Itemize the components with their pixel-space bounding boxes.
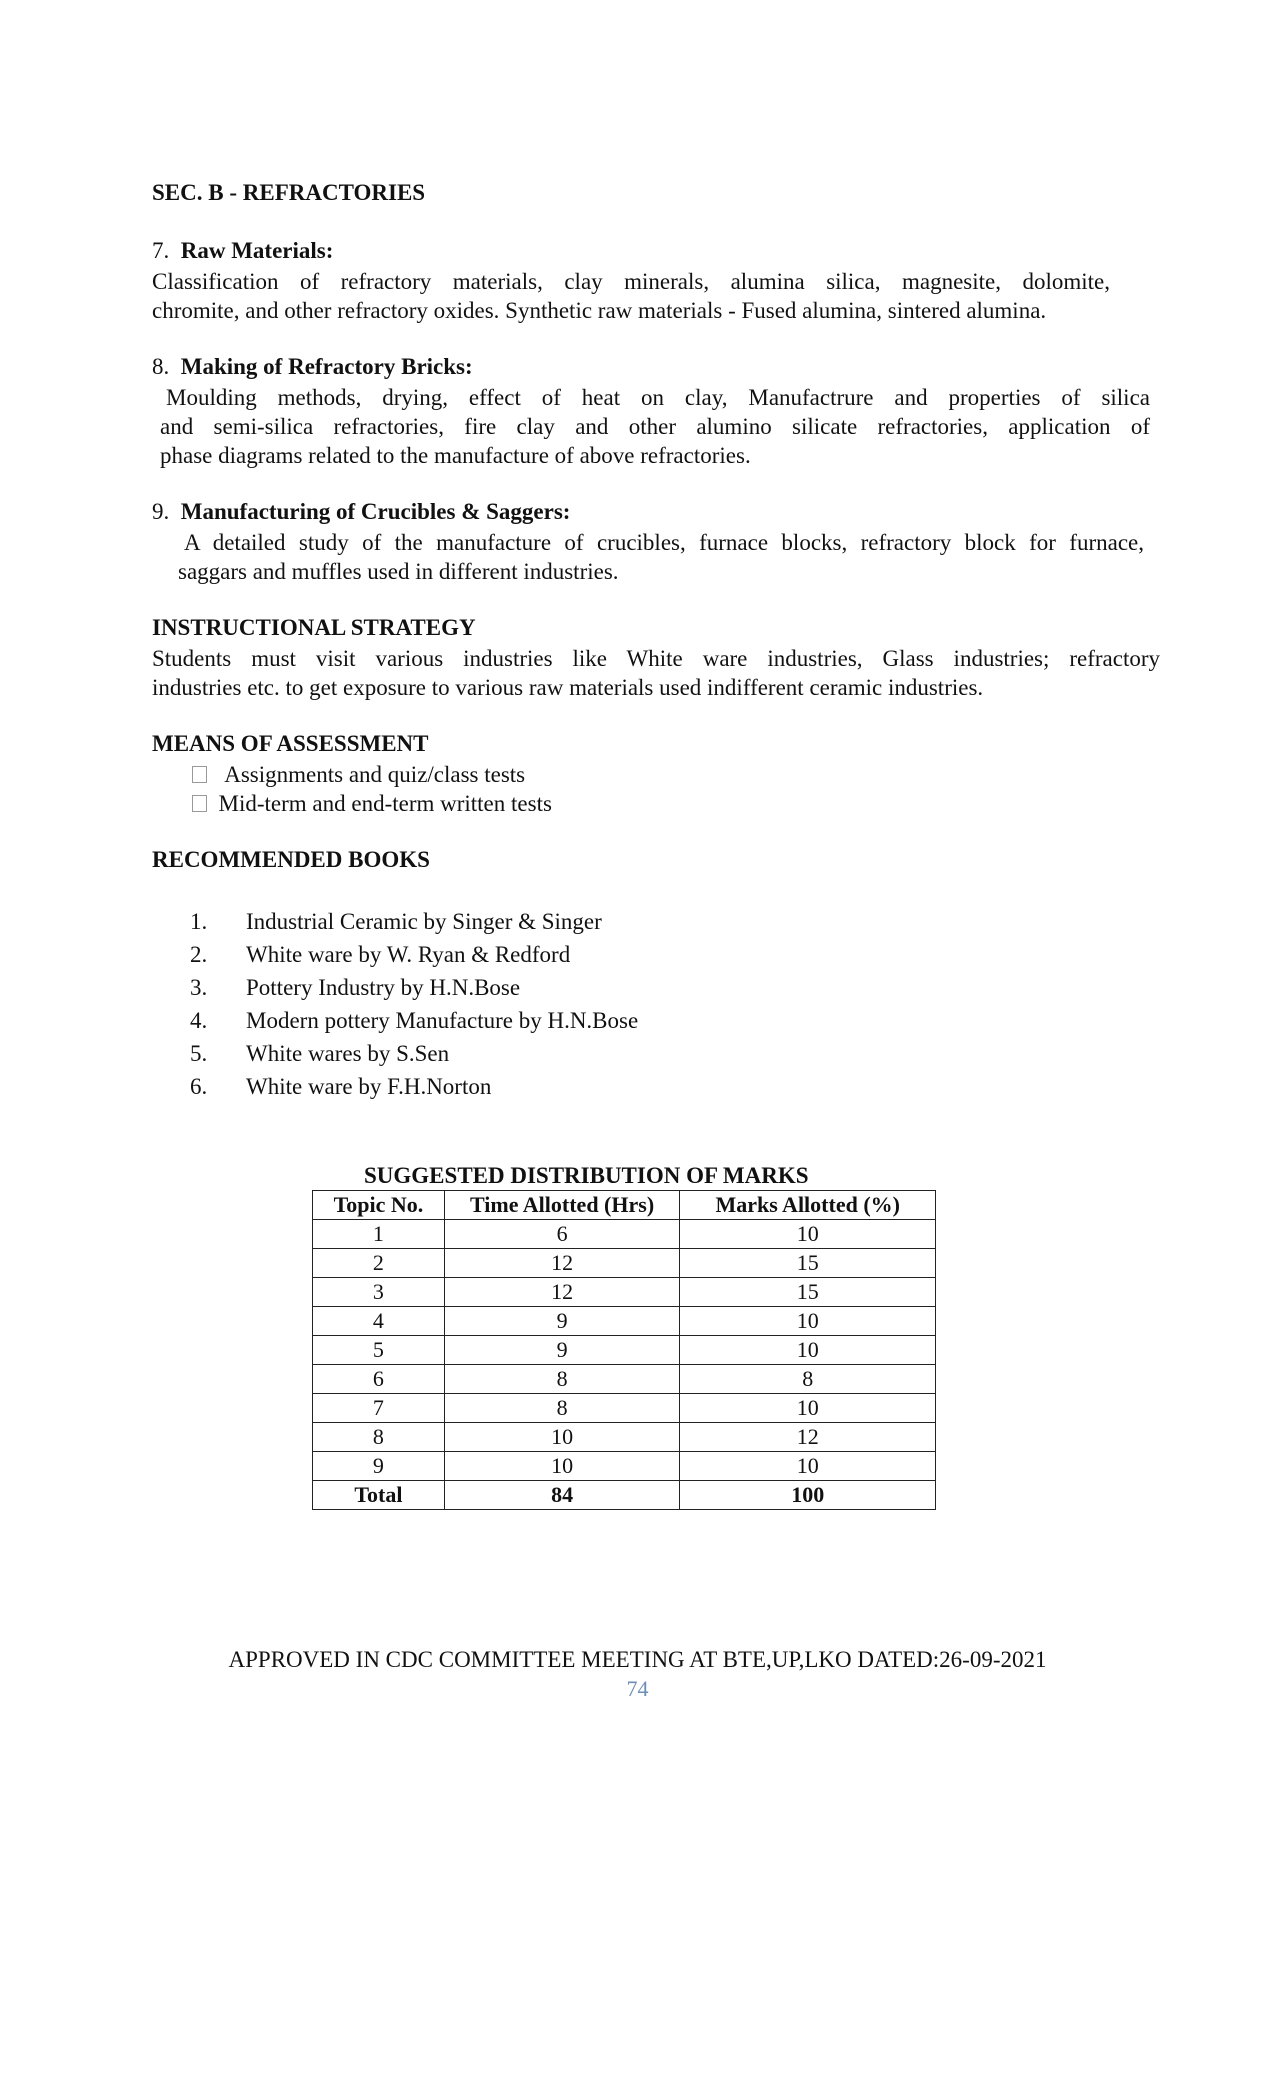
table-cell: 7 [313, 1394, 445, 1423]
book-number: 2. [190, 942, 208, 967]
topic-7-body-2 [152, 296, 1152, 325]
table-cell: 10 [680, 1452, 936, 1481]
table-cell: 8 [680, 1365, 936, 1394]
instructional-strategy-heading: INSTRUCTIONAL STRATEGY [152, 615, 476, 640]
topic-7-line: chromite, and other refractory oxides. Synthetic raw materials - Fused alumina, sintered alumina. [152, 298, 1047, 323]
table-cell: 12 [444, 1278, 680, 1307]
column-header: Time Allotted (Hrs) [444, 1191, 680, 1220]
topic-9-heading [152, 499, 570, 525]
books-list [162, 905, 638, 1103]
table-cell: 15 [680, 1278, 936, 1307]
instructional-strategy-body-2 [152, 673, 1160, 702]
table-cell: 15 [680, 1249, 936, 1278]
topic-7-body [152, 267, 1110, 296]
topic-8-line: Moulding methods, drying, effect of heat on clay, Manufactrure and properties of silica [166, 385, 1150, 410]
table-cell: 3 [313, 1278, 445, 1307]
table-cell: 10 [444, 1423, 680, 1452]
page-number: 74 [626, 1676, 649, 1701]
table-total-row [313, 1481, 936, 1510]
table-cell: 10 [680, 1220, 936, 1249]
topic-9-line: saggars and muffles used in different industries. [178, 559, 619, 584]
table-cell: 9 [313, 1452, 445, 1481]
topic-9-body [184, 528, 1144, 557]
strategy-line: Students must visit various industries like White ware industries, Glass industries; refractory [152, 646, 1160, 671]
table-row [313, 1278, 936, 1307]
list-item [162, 905, 638, 938]
assessment-item-text: Mid-term and end-term written tests [218, 791, 552, 816]
table-cell: Total [313, 1481, 445, 1510]
table-row [313, 1336, 936, 1365]
table-cell: 9 [444, 1307, 680, 1336]
book-number: 3. [190, 975, 208, 1000]
list-item [162, 938, 638, 971]
topic-title: Manufacturing of Crucibles & Saggers: [180, 499, 571, 524]
table-cell: 100 [680, 1481, 936, 1510]
book-title: White wares by S.Sen [246, 1041, 450, 1066]
section-heading: SEC. B - REFRACTORIES [152, 180, 426, 205]
table-row [313, 1394, 936, 1423]
table-cell: 2 [313, 1249, 445, 1278]
topic-title: Raw Materials: [180, 238, 334, 263]
table-cell: 4 [313, 1307, 445, 1336]
table-cell: 6 [313, 1365, 445, 1394]
table-cell: 84 [444, 1481, 680, 1510]
table-cell: 8 [444, 1394, 680, 1423]
marks-table-title: SUGGESTED DISTRIBUTION OF MARKS [364, 1163, 809, 1188]
list-item [162, 1004, 638, 1037]
topic-7-line: Classification of refractory materials, clay minerals, alumina silica, magnesite, dolomite, [152, 269, 1110, 294]
strategy-line: industries etc. to get exposure to various raw materials used indifferent ceramic industries. [152, 675, 984, 700]
book-number: 6. [190, 1074, 208, 1099]
topic-8-line: and semi-silica refractories, fire clay and other alumino silicate refractories, application of [160, 414, 1150, 439]
list-item [162, 971, 638, 1004]
books-heading: RECOMMENDED BOOKS [152, 847, 430, 872]
checkbox-bullet-icon [192, 795, 207, 812]
book-title: Industrial Ceramic by Singer & Singer [246, 909, 602, 934]
assessment-item [192, 789, 552, 818]
table-cell: 1 [313, 1220, 445, 1249]
table-cell: 5 [313, 1336, 445, 1365]
table-cell: 6 [444, 1220, 680, 1249]
table-row [313, 1452, 936, 1481]
column-header: Marks Allotted (%) [680, 1191, 936, 1220]
topic-9-body-2 [178, 557, 1138, 586]
book-number: 1. [190, 909, 208, 934]
table-row [313, 1220, 936, 1249]
table-cell: 10 [680, 1307, 936, 1336]
table-cell: 12 [680, 1423, 936, 1452]
topic-number: 8. [152, 354, 170, 379]
table-cell: 12 [444, 1249, 680, 1278]
table-row [313, 1423, 936, 1452]
table-cell: 9 [444, 1336, 680, 1365]
assessment-item [192, 760, 525, 789]
topic-8-body [166, 383, 1150, 412]
topic-8-line: phase diagrams related to the manufacture of above refractories. [160, 443, 751, 468]
topic-number: 9. [152, 499, 170, 524]
table-cell: 8 [444, 1365, 680, 1394]
book-title: White ware by W. Ryan & Redford [246, 942, 571, 967]
assessment-heading: MEANS OF ASSESSMENT [152, 731, 429, 756]
book-title: Modern pottery Manufacture by H.N.Bose [246, 1008, 639, 1033]
table-row [313, 1249, 936, 1278]
approval-footer: APPROVED IN CDC COMMITTEE MEETING AT BTE,UP,LKO DATED:26-09-2021 [228, 1647, 1047, 1672]
table-header-row [313, 1191, 936, 1220]
assessment-item-text: Assignments and quiz/class tests [224, 762, 526, 787]
instructional-strategy-body [152, 644, 1160, 673]
table-cell: 10 [444, 1452, 680, 1481]
table-cell: 10 [680, 1336, 936, 1365]
book-title: Pottery Industry by H.N.Bose [246, 975, 521, 1000]
topic-7-heading [152, 238, 333, 264]
book-number: 4. [190, 1008, 208, 1033]
topic-8-body-2 [160, 412, 1150, 441]
table-row [313, 1365, 936, 1394]
topic-title: Making of Refractory Bricks: [180, 354, 473, 379]
marks-table [312, 1190, 936, 1510]
topic-9-line: A detailed study of the manufacture of crucibles, furnace blocks, refractory block for furnace, [184, 530, 1144, 555]
list-item [162, 1037, 638, 1070]
topic-8-heading [152, 354, 473, 380]
book-number: 5. [190, 1041, 208, 1066]
list-item [162, 1070, 638, 1103]
topic-number: 7. [152, 238, 170, 263]
topic-8-body-3 [160, 441, 1150, 470]
column-header: Topic No. [313, 1191, 445, 1220]
table-row [313, 1307, 936, 1336]
table-cell: 10 [680, 1394, 936, 1423]
checkbox-bullet-icon [192, 766, 207, 783]
table-cell: 8 [313, 1423, 445, 1452]
book-title: White ware by F.H.Norton [246, 1074, 492, 1099]
